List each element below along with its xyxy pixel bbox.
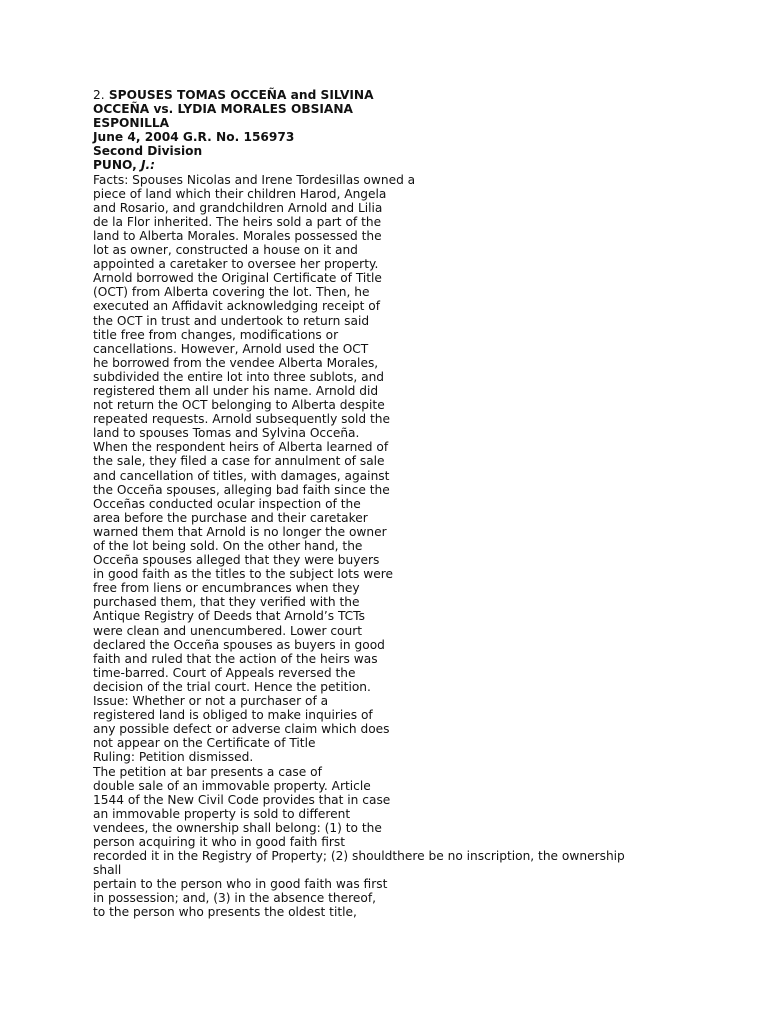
body-line: warned them that Arnold is no longer the owner — [93, 524, 387, 539]
case-title-line-2: OCCEÑA vs. LYDIA MORALES OBSIANA — [93, 102, 353, 117]
body-line: and Rosario, and grandchildren Arnold and Lilia — [93, 200, 383, 215]
ponente-name: PUNO, — [93, 158, 141, 173]
case-ponente — [93, 158, 763, 172]
body-line: in possession; and, (3) in the absence thereof, — [93, 891, 377, 906]
body-line: an immovable property is sold to different — [93, 806, 351, 821]
body-line: executed an Affidavit acknowledging receipt of — [93, 299, 380, 314]
body-line: Occeña spouses alleged that they were buyers — [93, 553, 380, 568]
body-line: appointed a caretaker to oversee her property. — [93, 257, 379, 272]
ponente-suffix: J.: — [141, 158, 156, 173]
body-line: the OCT in trust and undertook to return said — [93, 313, 370, 328]
body-line: not return the OCT belonging to Alberta despite — [93, 398, 385, 413]
body-line: Facts: Spouses Nicolas and Irene Tordesillas owned a — [93, 172, 416, 187]
body-line: double sale of an immovable property. Article — [93, 778, 371, 793]
body-line: time-barred. Court of Appeals reversed the — [93, 665, 356, 680]
body-line: any possible defect or adverse claim which does — [93, 722, 390, 737]
document-page — [93, 88, 763, 920]
body-line: subdivided the entire lot into three sublots, and — [93, 369, 385, 384]
body-line: were clean and unencumbered. Lower court — [93, 623, 363, 638]
body-line: decision of the trial court. Hence the petition. — [93, 679, 371, 694]
case-title-part-1: SPOUSES TOMAS OCCEÑA and SILVINA — [108, 88, 374, 102]
body-line: repeated requests. Arnold subsequently sold the — [93, 412, 390, 427]
body-line: Ruling: Petition dismissed. — [93, 750, 254, 765]
body-line: registered them all under his name. Arnold did — [93, 383, 379, 398]
case-title-line-3: ESPONILLA — [93, 116, 170, 131]
body-line: shall — [93, 863, 122, 878]
body-line: the Occeña spouses, alleging bad faith since the — [93, 482, 390, 497]
body-line: faith and ruled that the action of the heirs was — [93, 651, 378, 666]
body-line: vendees, the ownership shall belong: (1) to the — [93, 820, 382, 835]
case-number: 2. — [93, 88, 105, 102]
body-line: lot as owner, constructed a house on it and — [93, 243, 358, 258]
body-line: land to spouses Tomas and Sylvina Occeña. — [93, 426, 360, 441]
case-title-line-1 — [93, 88, 763, 102]
body-line: and cancellation of titles, with damages, against — [93, 468, 390, 483]
body-line: pertain to the person who in good faith was first — [93, 877, 388, 892]
body-line: Occeñas conducted ocular inspection of the — [93, 496, 361, 511]
body-line: the sale, they filed a case for annulment of sale — [93, 454, 385, 469]
body-line: not appear on the Certificate of Title — [93, 736, 316, 751]
body-line: he borrowed from the vendee Alberta Morales, — [93, 355, 379, 370]
body-line: land to Alberta Morales. Morales possessed the — [93, 228, 382, 243]
body-line: Arnold borrowed the Original Certificate of Title — [93, 271, 382, 286]
body-line: purchased them, that they verified with the — [93, 595, 360, 610]
body-line: area before the purchase and their caretaker — [93, 510, 368, 525]
case-date-gr-number: June 4, 2004 G.R. No. 156973 — [93, 130, 295, 145]
case-division: Second Division — [93, 144, 203, 159]
body-line: free from liens or encumbrances when they — [93, 581, 360, 596]
body-line: Antique Registry of Deeds that Arnold’s TCTs — [93, 609, 365, 624]
body-line: person acquiring it who in good faith first — [93, 834, 346, 849]
body-line: to the person who presents the oldest title, — [93, 905, 357, 920]
body-line: 1544 of the New Civil Code provides that in case — [93, 792, 391, 807]
body-line: de la Flor inherited. The heirs sold a part of the — [93, 214, 382, 229]
body-line: The petition at bar presents a case of — [93, 764, 322, 779]
body-line: registered land is obliged to make inquiries of — [93, 708, 373, 723]
body-line: Issue: Whether or not a purchaser of a — [93, 694, 329, 709]
body-line: When the respondent heirs of Alberta learned of — [93, 440, 389, 455]
body-line: (OCT) from Alberta covering the lot. Then, he — [93, 285, 370, 300]
body-line: declared the Occeña spouses as buyers in good — [93, 637, 385, 652]
body-line: cancellations. However, Arnold used the OCT — [93, 341, 369, 356]
case-body-text — [93, 173, 763, 920]
body-line: of the lot being sold. On the other hand, the — [93, 539, 363, 553]
body-line: recorded it in the Registry of Property; (2) shouldthere be no inscription, the ownership — [93, 849, 625, 864]
body-line: in good faith as the titles to the subject lots were — [93, 567, 393, 582]
body-line: title free from changes, modifications or — [93, 327, 339, 342]
body-line: piece of land which their children Harod, Angela — [93, 186, 387, 201]
